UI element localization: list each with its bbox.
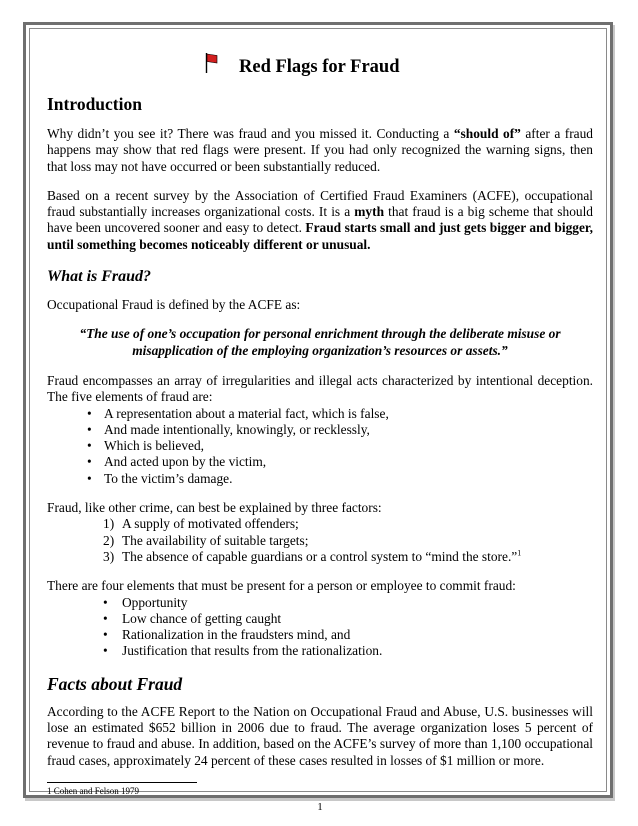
list-item: • Low chance of getting caught (103, 611, 593, 627)
list-item: 1) A supply of motivated offenders; (103, 516, 299, 532)
list-item: • Which is believed, (87, 438, 593, 454)
list-item: 3) The absence of capable guardians or a control system to “mind the store.”$^1$ (103, 548, 522, 564)
red-flag-icon (205, 52, 219, 74)
four-elements-list (47, 595, 593, 660)
document-page (47, 48, 593, 815)
three-factors-list (47, 516, 593, 565)
footnote: 1 Cohen and Felson 1979 (47, 785, 139, 796)
encompasses-paragraph: Fraud encompasses an array of irregularities and illegal acts characterized by intentional deception. The five elements of fraud are: (47, 372, 593, 405)
footnote-divider (47, 782, 197, 783)
facts-paragraph: According to the ACFE Report to the Nation on Occupational Fraud and Abuse, U.S. businesses will lose an estimated $652 billion in 2006 due to fraud. The average organization loses 5 percent of revenue to fraud and abuse. In addition, based on the ACFE’s survey of more than 1,100 occupational fraud cases, approximately 24 percent of these cases resulted in losses of $1 million or more. (47, 703, 593, 768)
list-item: • And acted upon by the victim, (87, 454, 593, 470)
list-item: 2) The availability of suitable targets; (103, 532, 309, 548)
page-title: Red Flags for Fraud (239, 57, 400, 77)
list-item: • Opportunity (103, 595, 593, 611)
title-row (47, 48, 593, 86)
list-item: • To the victim’s damage. (87, 471, 593, 487)
intro-paragraph-2: Based on a recent survey by the Association of Certified Fraud Examiners (ACFE), occupational fraud substantially increases organizational costs. It is a myth that fraud is a big scheme that should have been uncovered sooner and easy to detect. Fraud starts small and just gets bigger and bigger, until something becomes noticeably different or unusual. (47, 187, 593, 252)
list-item: • Justification that results from the rationalization. (103, 643, 593, 659)
intro-paragraph-1: Why didn’t you see it? There was fraud and you missed it. Conducting a “should of” after a fraud happens may show that red flags were present. If you had only recognized the warning signs, then that loss may not have occurred or been substantially reduced. (47, 126, 593, 174)
four-elements-intro: There are four elements that must be present for a person or employee to commit fraud: (47, 578, 516, 594)
page-number: 1 (317, 800, 323, 813)
acfe-definition-quote: “The use of one’s occupation for personal enrichment through the deliberate misuse or misapplication of the employing organization’s resources or assets.” (79, 326, 561, 358)
facts-heading: Facts about Fraud (47, 673, 183, 694)
what-is-fraud-heading: What is Fraud? (47, 268, 152, 286)
definition-intro: Occupational Fraud is defined by the ACFE as: (47, 297, 301, 313)
list-item: • A representation about a material fact, which is false, (87, 406, 593, 422)
intro-heading: Introduction (47, 94, 142, 114)
list-item: • Rationalization in the fraudsters mind, and (103, 627, 593, 643)
list-item: • And made intentionally, knowingly, or recklessly, (87, 422, 593, 438)
footnote-reference[interactable]: 1 (517, 548, 522, 558)
factors-intro: Fraud, like other crime, can best be explained by three factors: (47, 500, 382, 516)
five-elements-list (47, 406, 593, 487)
